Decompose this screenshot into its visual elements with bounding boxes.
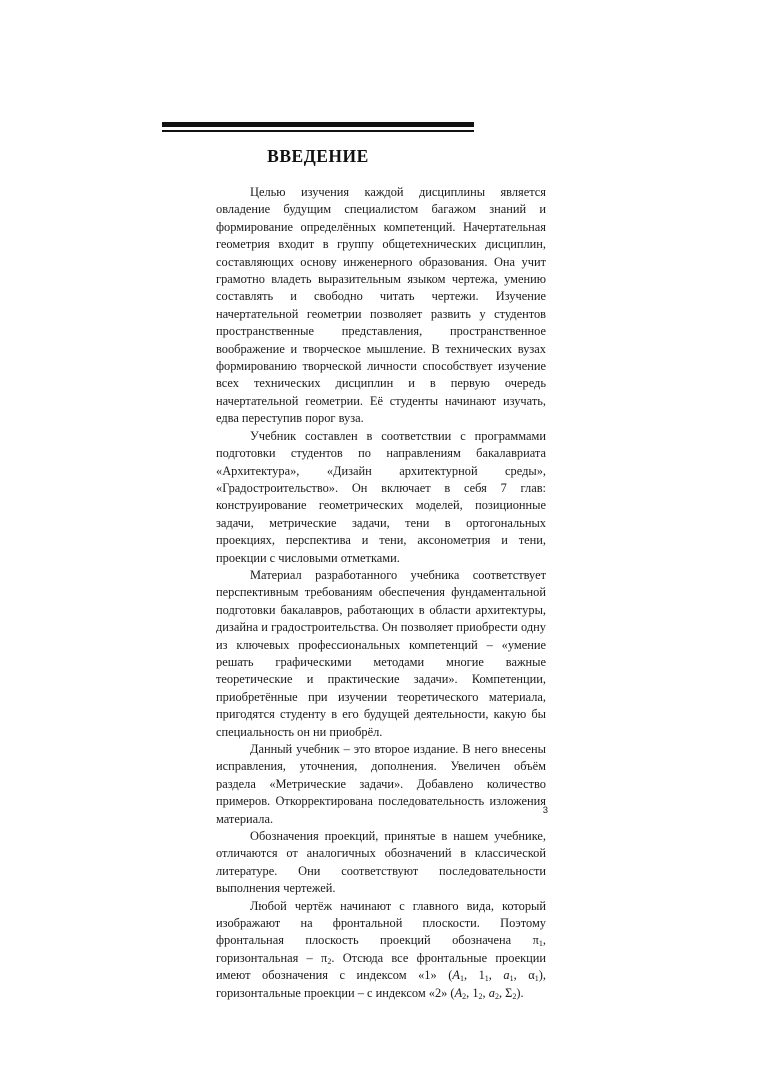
subscript-1: 1 [484,974,489,984]
separator: , [482,985,489,1000]
body-text [216,184,546,1002]
subscript-1: 1 [538,939,543,949]
p6-text-1: Любой чертёж начинают с главного вида, который изображают на фронтальной плоскости. Поэтому фронтальная плоскость проекций обозначена [216,898,546,948]
subscript-2: 2 [478,991,483,1001]
symbol-a: a [488,985,495,1000]
paragraph-1: Целью изучения каждой дисциплины является овладение будущим специалистом багажом знаний и формирование определённых компетенций. Начертательная геометрия входит в группу общетехнических дисциплин, составляющих основу инженерного образования. Она учит грамотно владеть выразительным языком чертежа, умению составлять и свободно читать чертежи. Изучение начертательной геометрии позволяет развить у студентов пространственные представления, пространственное воображение и творческое мышление. В технических вузах формированию творческой личности способствует изучение всех технических дисциплин и в первую очередь начертательной геометрии. Её студенты начинают изучать, едва переступив порог вуза. [216,185,546,426]
subscript-1: 1 [459,974,464,984]
symbol-alpha: α [528,968,535,983]
subscript-2: 2 [512,991,517,1001]
heading-rule-thin [162,130,474,132]
symbol-A: A [454,985,463,1000]
symbol-a: a [503,968,510,983]
pi-symbol: π [532,933,539,948]
subscript-2: 2 [462,991,467,1001]
symbol-sigma: Σ [505,985,513,1000]
separator: , [513,968,529,983]
paragraph-2: Учебник составлен в соответствии с программами подготовки студентов по направлениям бакалавриата «Архитектура», «Дизайн архитектурной среды», «Градостроительство». Он включает в себя 7 глав: конструирование геометрических моделей, позиционные задачи, метрические задачи, тени в ортогональных проекциях, перспектива и тени, аксонометрия и тени, проекции с числовыми отметками. [216,428,546,565]
symbol-one: 1 [472,985,479,1000]
paragraph-3: Материал разработанного учебника соответствует перспективным требованиям обеспечения фундаментальной подготовки бакалавров, работающих в области архитектуры, дизайна и градостроительства. Он позволяет приобрести одну из ключевых профессиональных компетенций – «умение решать графическими методами многие важные теоретические и практические задачи». Компетенции, приобретённые при изучении теоретического материала, пригодятся студенту в его будущей деятельности, какую бы специальность он ни приобрёл. [216,567,546,739]
subscript-2: 2 [494,991,499,1001]
separator: , [498,985,506,1000]
subscript-2: 2 [327,956,332,966]
paragraph-6 [216,898,546,1002]
separator: , [466,985,473,1000]
paragraph-5: Обозначения проекций, принятые в нашем учебнике, отличаются от аналогичных обозначений в классической литературе. Они соответствуют последовательности выполнения чертежей. [216,829,546,896]
page-title: ВВЕДЕНИЕ [267,146,369,166]
pi-symbol: π [321,950,328,965]
symbol-A: A [452,968,460,983]
page-number: 3 [542,805,548,816]
symbol-one: 1 [478,968,485,983]
p6-text-2: , горизонтальная – [216,933,546,965]
paragraph-4: Данный учебник – это второе издание. В него внесены исправления, уточнения, дополнения. Увеличен объём раздела «Метрические задачи». Добавлено количество примеров. Откорректирована последовательность изложения материала. [216,742,546,826]
separator: , [463,968,479,983]
p6-text-4: ), горизонтальные проекции – с индексом «2» ( [216,968,546,1000]
subscript-1: 1 [534,974,539,984]
p6-text-3: . Отсюда все фронтальные проекции имеют обозначения с индексом «1» ( [216,950,546,983]
p6-text-5: ). [516,985,524,1000]
heading-rule-thick [162,122,474,127]
separator: , [488,968,504,983]
subscript-1: 1 [509,974,514,984]
